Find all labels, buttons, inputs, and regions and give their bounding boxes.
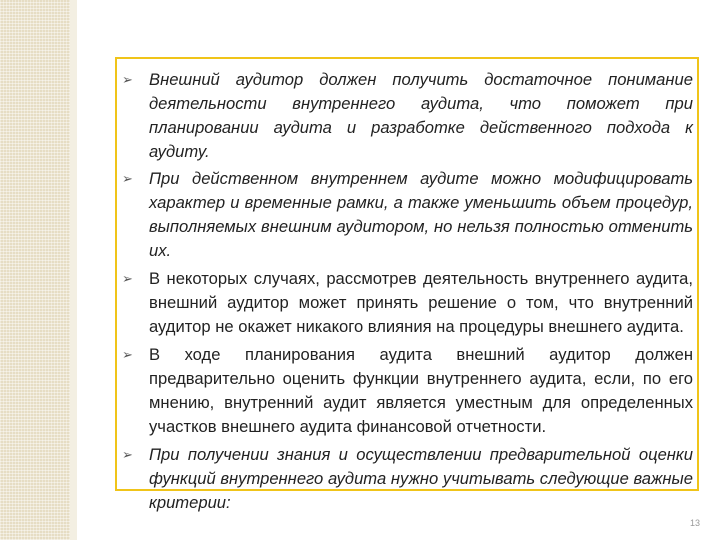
bullet-item-1: [118, 68, 693, 164]
bullet-text: Внешний аудитор должен получить достаточное понимание деятельности внутреннего аудита, что поможет при планировании аудита и разработке действенного подхода к аудиту.: [149, 70, 693, 161]
bullet-text: При действенном внутреннем аудите можно модифицировать характер и временные рамки, а также уменьшить объем процедур, выполняемых внешним аудитором, но нельзя полностью отменить их.: [149, 169, 693, 260]
arrow-bullet-icon: ➢: [122, 271, 133, 286]
bullet-item-5: [118, 443, 693, 515]
bullet-item-4: [118, 343, 693, 439]
arrow-bullet-icon: ➢: [122, 72, 133, 87]
decorative-strip-edge: [70, 0, 77, 540]
page-number: 13: [690, 518, 701, 528]
bullet-list: [118, 68, 693, 516]
arrow-bullet-icon: ➢: [122, 447, 133, 462]
bullet-text: При получении знания и осуществлении предварительной оценки функций внутреннего аудита нужно учитывать следующие важные критерии:: [149, 445, 693, 512]
bullet-item-3: [118, 267, 693, 339]
bullet-text: В некоторых случаях, рассмотрев деятельность внутреннего аудита, внешний аудитор может принять решение о том, что внутренний аудитор не окажет никакого влияния на процедуры внешнего аудита.: [149, 269, 693, 336]
arrow-bullet-icon: ➢: [122, 171, 133, 186]
bullet-item-2: [118, 167, 693, 263]
bullet-text: В ходе планирования аудита внешний аудитор должен предварительно оценить функции внутреннего аудита, если, по его мнению, внутренний аудит является уместным для определенных участков внешнего аудита финансовой отчетности.: [149, 345, 693, 436]
decorative-left-strip: [0, 0, 70, 540]
arrow-bullet-icon: ➢: [122, 347, 133, 362]
